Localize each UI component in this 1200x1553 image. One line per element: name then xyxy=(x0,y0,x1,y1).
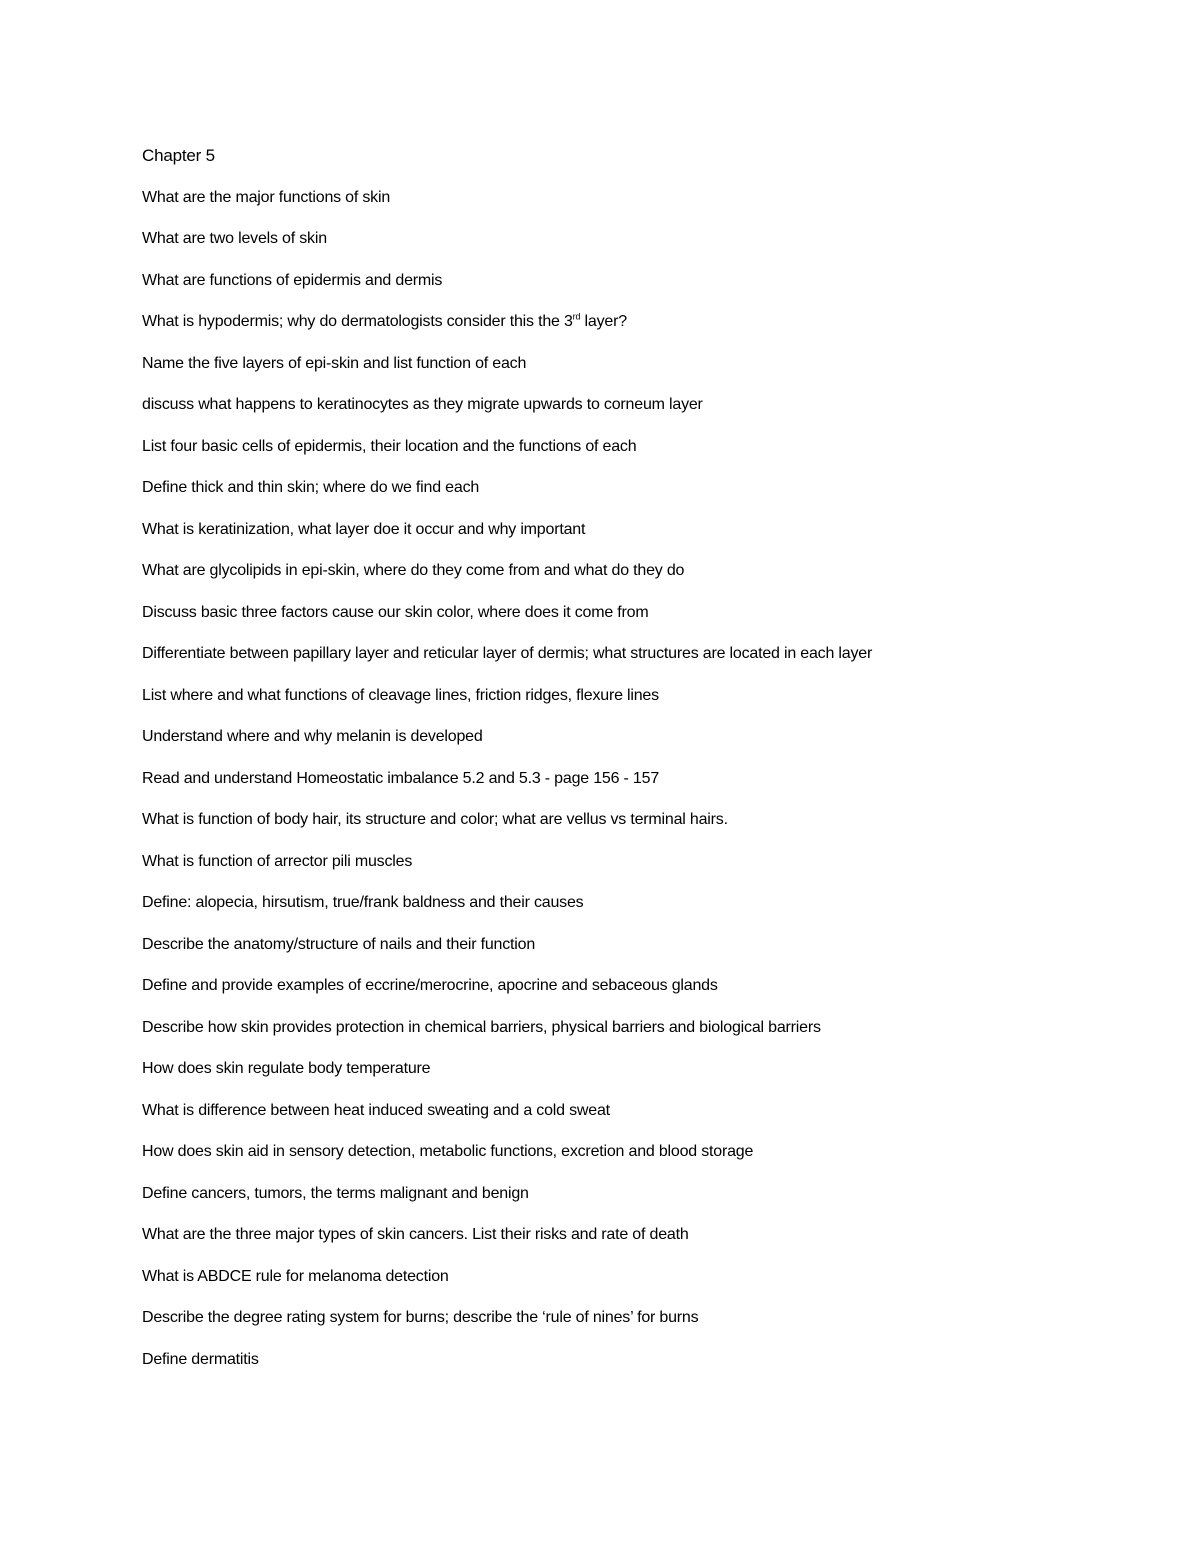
question-item: Name the five layers of epi-skin and list function of each xyxy=(142,354,527,372)
page-title: Chapter 5 xyxy=(142,146,215,165)
question-item: Define: alopecia, hirsutism, true/frank baldness and their causes xyxy=(142,894,584,911)
question-item: Differentiate between papillary layer and reticular layer of dermis; what structures are located in each layer xyxy=(142,645,873,662)
question-item: List four basic cells of epidermis, their location and the functions of each xyxy=(142,437,637,455)
question-item: Describe the degree rating system for burns; describe the ‘rule of nines’ for burns xyxy=(142,1309,699,1326)
question-item: Define thick and thin skin; where do we find each xyxy=(142,479,480,496)
question-item: What is function of body hair, its structure and color; what are vellus vs terminal hairs. xyxy=(142,811,728,828)
question-item: Read and understand Homeostatic imbalance 5.2 and 5.3 - page 156 - 157 xyxy=(142,769,660,787)
question-list xyxy=(142,185,1142,1373)
question-item: List where and what functions of cleavage lines, friction ridges, flexure lines xyxy=(142,686,659,704)
question-item: What is ABDCE rule for melanoma detection xyxy=(142,1267,449,1285)
question-item: Understand where and why melanin is developed xyxy=(142,728,483,745)
question-item: Discuss basic three factors cause our skin color, where does it come from xyxy=(142,603,649,621)
question-item: How does skin aid in sensory detection, metabolic functions, excretion and blood storage xyxy=(142,1143,754,1160)
question-item: What is function of arrector pili muscles xyxy=(142,852,413,870)
question-item: Define cancers, tumors, the terms malignant and benign xyxy=(142,1184,529,1202)
question-item: What are glycolipids in epi-skin, where do they come from and what do they do xyxy=(142,562,685,579)
question-item: Describe how skin provides protection in chemical barriers, physical barriers and biological barriers xyxy=(142,1018,821,1036)
question-item: Define and provide examples of eccrine/merocrine, apocrine and sebaceous glands xyxy=(142,977,718,994)
question-item: What are two levels of skin xyxy=(142,230,327,247)
question-item: What is difference between heat induced sweating and a cold sweat xyxy=(142,1101,610,1119)
question-item: Describe the anatomy/structure of nails and their function xyxy=(142,935,536,953)
question-item: What are the three major types of skin cancers. List their risks and rate of death xyxy=(142,1226,689,1243)
question-item xyxy=(142,309,1142,335)
question-item: Define dermatitis xyxy=(142,1350,259,1368)
question-text: layer? xyxy=(580,313,627,330)
question-item: How does skin regulate body temperature xyxy=(142,1060,431,1077)
question-text: What is hypodermis; why do dermatologists consider this the 3 xyxy=(142,313,573,330)
ordinal-superscript: rd xyxy=(572,311,581,322)
question-item: What is keratinization, what layer doe it occur and why important xyxy=(142,520,586,538)
document-body xyxy=(142,143,1142,1388)
question-item: discuss what happens to keratinocytes as they migrate upwards to corneum layer xyxy=(142,396,703,413)
question-item: What are the major functions of skin xyxy=(142,188,391,206)
question-item: What are functions of epidermis and dermis xyxy=(142,271,443,289)
